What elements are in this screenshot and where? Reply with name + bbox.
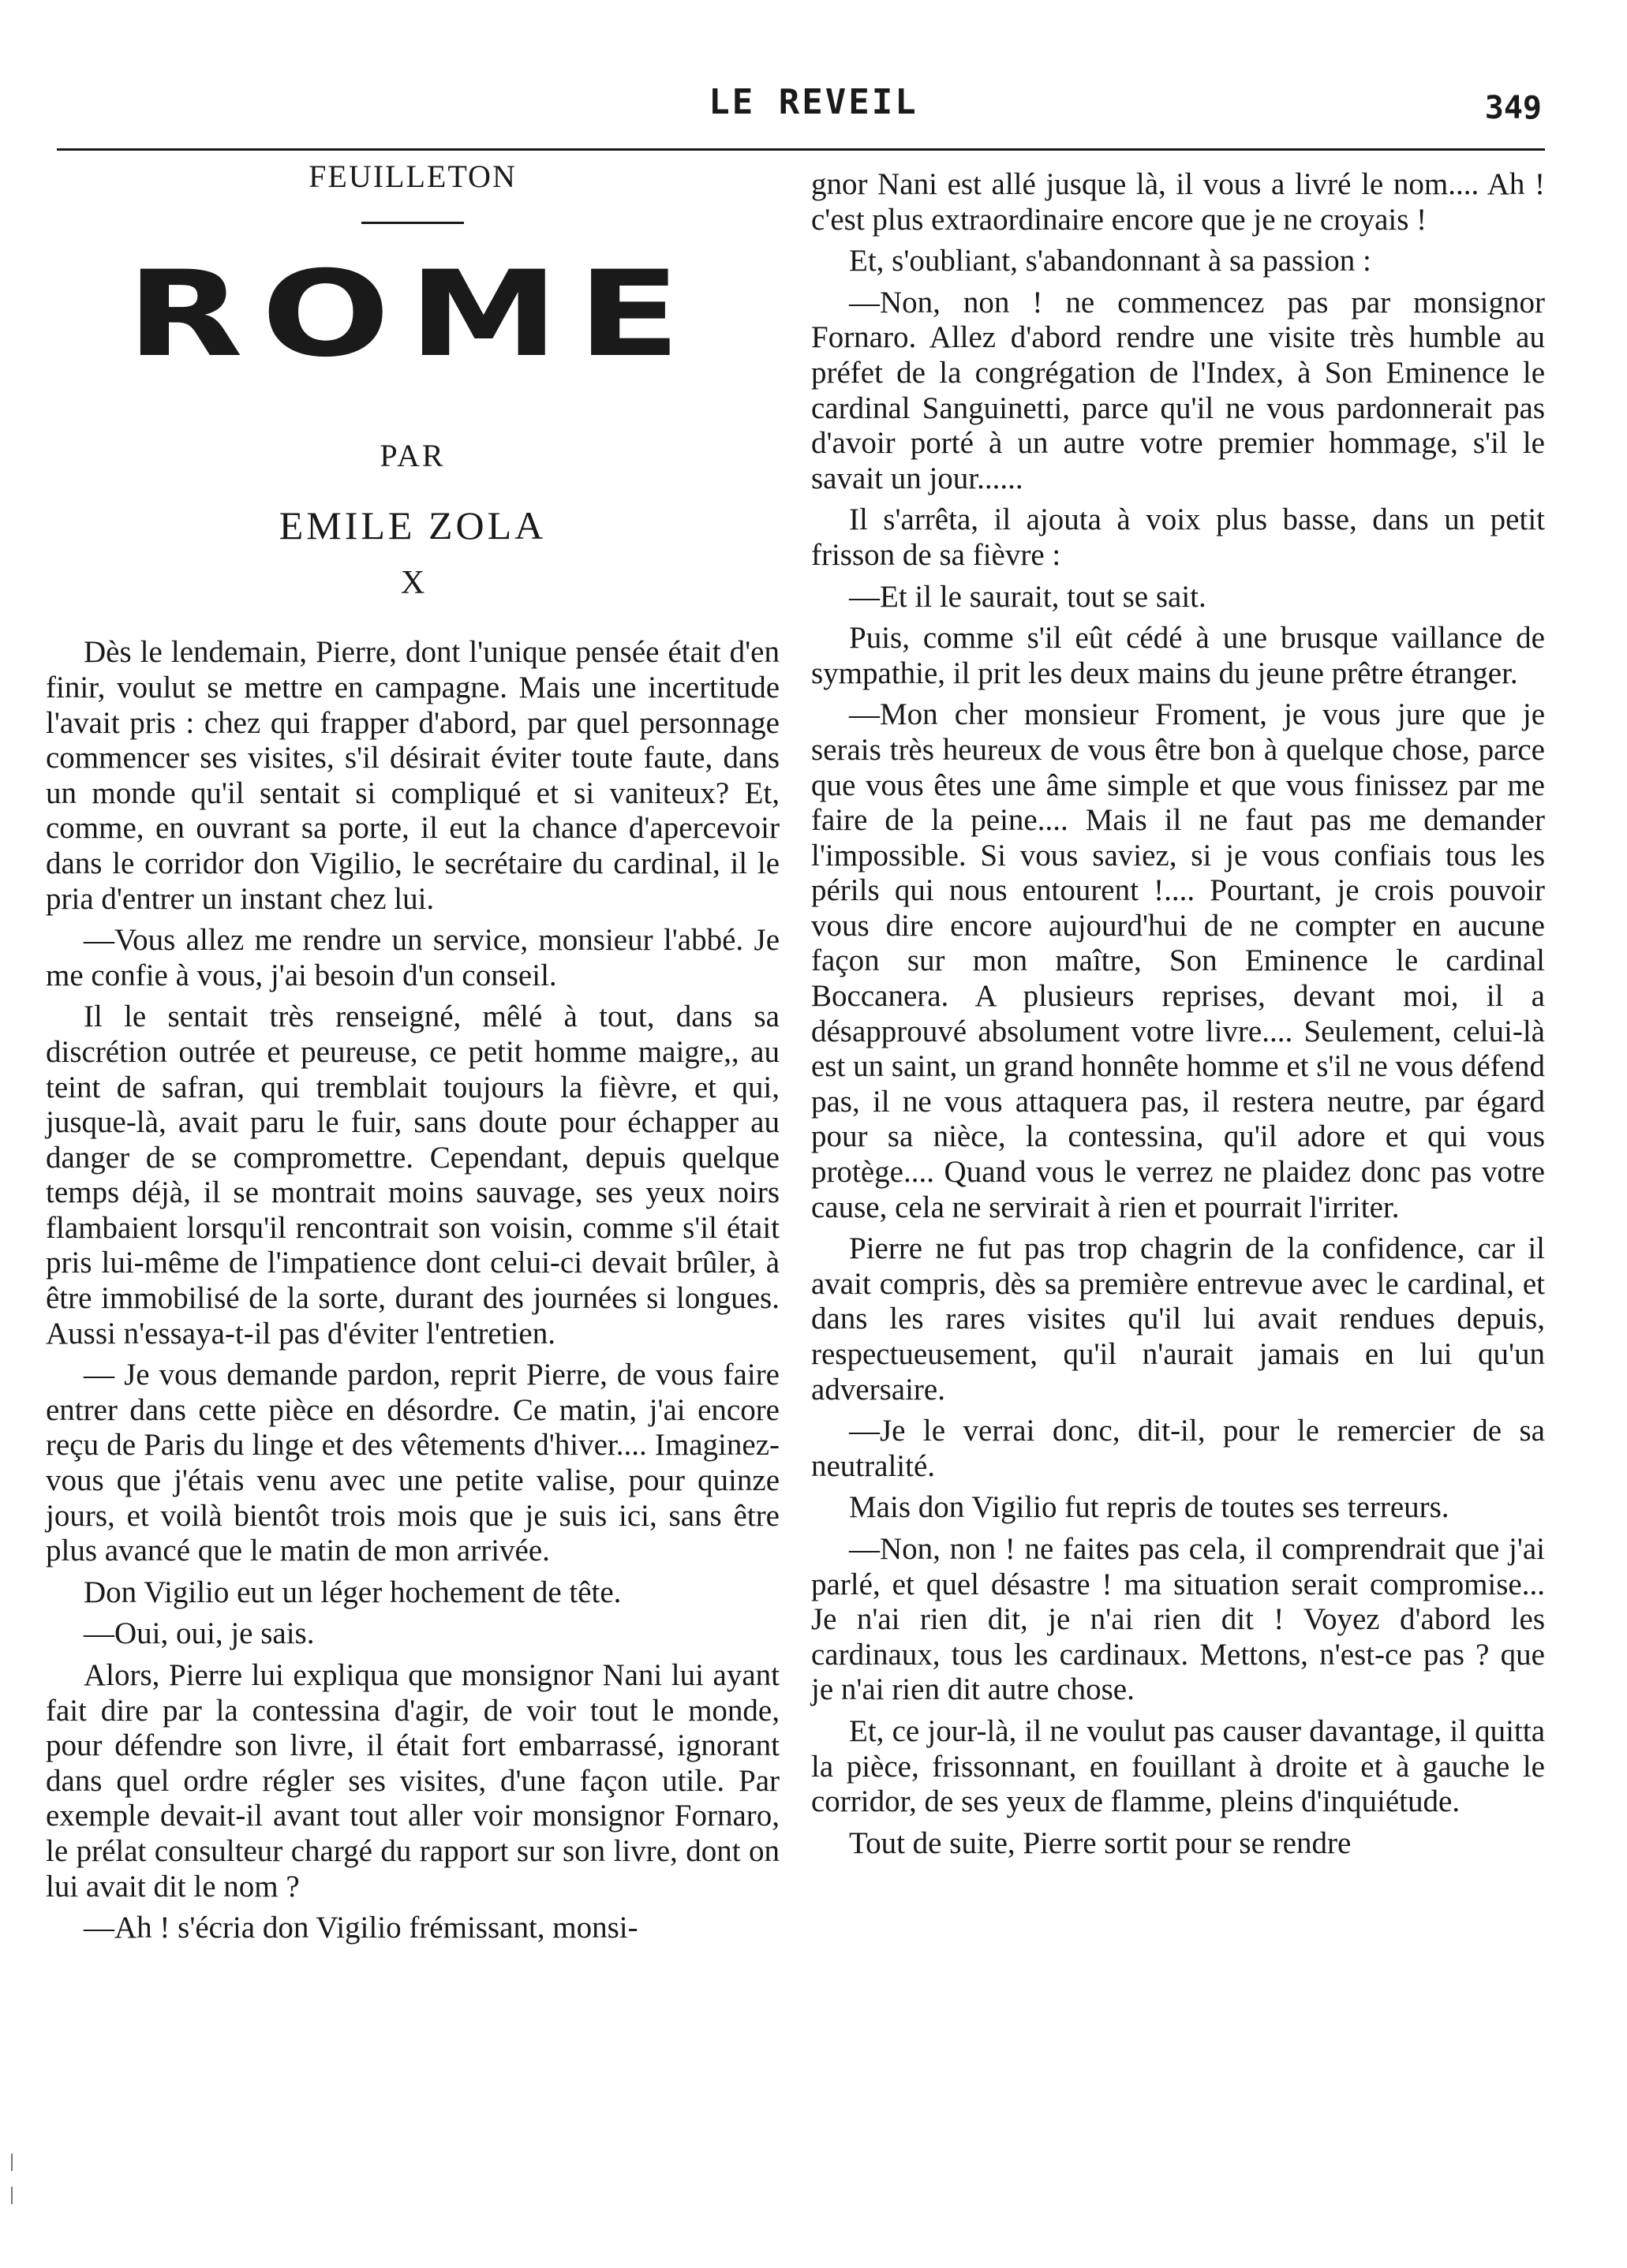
margin-tick xyxy=(11,2187,13,2204)
paragraph: —Non, non ! ne faites pas cela, il comprendrait que j'ai parlé, et quel désastre ! ma situation serait compromise... Je n'ai rien dit, je n'ai rien dit ! Voyez d'abord les cardinaux, tous les cardinaux. Mettons, n'est-ce pas ? que je n'ai rien dit autre chose. xyxy=(811,1531,1545,1707)
paragraph: Il le sentait très renseigné, mêlé à tout, dans sa discrétion outrée et peureuse, ce petit homme maigre,, au teint de safran, qui tremblait toujours la fièvre, et qui, jusque-là, avait paru le fuir, sans doute pour échapper au danger de se compromettre. Cependant, depuis quelque temps déjà, il se montrait moins sauvage, ses yeux noirs flambaient lorsqu'il rencontrait son voisin, comme s'il était pris lui-même de l'impatience dont celui-ci devait brûler, à être immobilisé de la sorte, durant des journées si longues. Aussi n'essaya-t-il pas d'éviter l'entretien. xyxy=(46,999,780,1351)
serial-title: ROME xyxy=(126,245,699,383)
page-header xyxy=(0,0,1627,150)
paragraph: —Non, non ! ne commencez pas par monsignor Fornaro. Allez d'abord rendre une visite très humble au préfet de la congrégation de l'Index, à Son Eminence le cardinal Sanguinetti, parce qu'il ne vous pardonnerait pas d'avoir porté à un autre votre premier hommage, s'il le savait un jour...... xyxy=(811,285,1545,495)
page-number: 349 xyxy=(1484,90,1542,126)
margin-tick xyxy=(11,2154,13,2171)
paragraph: Puis, comme s'il eût cédé à une brusque vaillance de sympathie, il prit les deux mains du jeune prêtre étranger. xyxy=(811,621,1545,690)
paragraph: —Ah ! s'écria don Vigilio frémissant, monsi- xyxy=(84,1911,638,1945)
chapter-number: X xyxy=(400,564,425,601)
paragraph: Dès le lendemain, Pierre, dont l'unique pensée était d'en finir, voulut se mettre en campagne. Mais une incertitude l'avait pris : chez qui frapper d'abord, par quel personnage commencer ses visites, s'il désirait éviter toute faute, dans un monde qu'il sentait si compliqué et si vaniteux? Et, comme, en ouvrant sa porte, il eut la chance d'apercevoir dans le corridor don Vigilio, le secrétaire du cardinal, il le pria d'entrer un instant chez lui. xyxy=(46,635,780,916)
paragraph: Pierre ne fut pas trop chagrin de la confidence, car il avait compris, dès sa première entrevue avec le cardinal, et dans les rares visites qu'il lui avait rendues depuis, respectueusement, qu'il n'aurait jamais en lui qu'un adversaire. xyxy=(811,1231,1545,1407)
paragraph: Et, s'oubliant, s'abandonnant à sa passion : xyxy=(849,244,1371,278)
short-divider xyxy=(361,222,464,224)
paragraph-continuation: gnor Nani est allé jusque là, il vous a livré le nom.... Ah ! c'est plus extraordinaire encore que je ne croyais ! xyxy=(811,167,1545,237)
paragraph: —Je le verrai donc, dit-il, pour le remercier de sa neutralité. xyxy=(811,1414,1545,1483)
running-title: LE REVEIL xyxy=(709,82,918,122)
byline-par: PAR xyxy=(380,437,446,473)
paragraph: —Et il le saurait, tout se sait. xyxy=(849,579,1206,614)
margin-marks xyxy=(11,2154,14,2248)
paragraph: —Oui, oui, je sais. xyxy=(84,1616,315,1651)
paragraph: Don Vigilio eut un léger hochement de tête. xyxy=(84,1575,622,1609)
right-column xyxy=(811,167,1545,1867)
author-name: EMILE ZOLA xyxy=(279,503,547,548)
paragraph: Alors, Pierre lui expliqua que monsignor Nani lui ayant fait dire par la contessina d'agir, de voir tout le monde, pour défendre son livre, il était fort embarrassé, ignorant dans quel ordre régler ses visites, d'une façon utile. Par exemple devait-il avant tout aller voir monsignor Fornaro, le prélat consulteur chargé du rapport sur son livre, dont on lui avait dit le nom ? xyxy=(46,1658,780,1904)
feuilleton-label: FEUILLETON xyxy=(309,159,517,194)
header-rule xyxy=(57,148,1545,151)
paragraph: Et, ce jour-là, il ne voulut pas causer davantage, il quitta la pièce, frissonnant, en fouillant à droite et à gauche le corridor, de ses yeux de flamme, pleins d'inquiétude. xyxy=(811,1713,1545,1819)
paragraph: —Vous allez me rendre un service, monsieur l'abbé. Je me confie à vous, j'ai besoin d'un conseil. xyxy=(46,923,780,992)
paragraph: Mais don Vigilio fut repris de toutes ses terreurs. xyxy=(849,1490,1449,1525)
left-column xyxy=(46,155,780,1952)
paragraph: — Je vous demande pardon, reprit Pierre, de vous faire entrer dans cette pièce en désordre. Ce matin, j'ai encore reçu de Paris du linge et des vêtements d'hiver.... Imaginez-vous que j'étais venu avec une petite valise, pour quinze jours, et voilà bientôt trois mois que je suis ici, sans être plus avancé que le matin de mon arrivée. xyxy=(46,1358,780,1568)
paragraph: —Mon cher monsieur Froment, je vous jure que je serais très heureux de vous être bon à quelque chose, parce que vous êtes une âme simple et que vous finissez par me faire de la peine.... Mais il ne faut pas me demander l'impossible. Si vous saviez, si je vous confiais tous les périls qui nous entourent !.... Pourtant, je crois pouvoir vous dire encore aujourd'hui de ne compter en aucune façon sur mon maître, Son Eminence le cardinal Boccanera. A plusieurs reprises, devant moi, il a désapprouvé absolument votre livre.... Seulement, celui-là est un saint, un grand honnête homme et s'il ne vous défend pas, il ne vous attaquera pas, il restera neutre, par égard pour sa nièce, la contessina, qu'il adore et qui vous protège.... Quand vous le verrez ne plaidez donc pas votre cause, cela ne servirait à rien et pourrait l'irriter. xyxy=(811,697,1545,1224)
paragraph: Il s'arrêta, il ajouta à voix plus basse, dans un petit frisson de sa fièvre : xyxy=(811,503,1545,572)
paragraph: Tout de suite, Pierre sortit pour se rendre xyxy=(849,1825,1352,1860)
